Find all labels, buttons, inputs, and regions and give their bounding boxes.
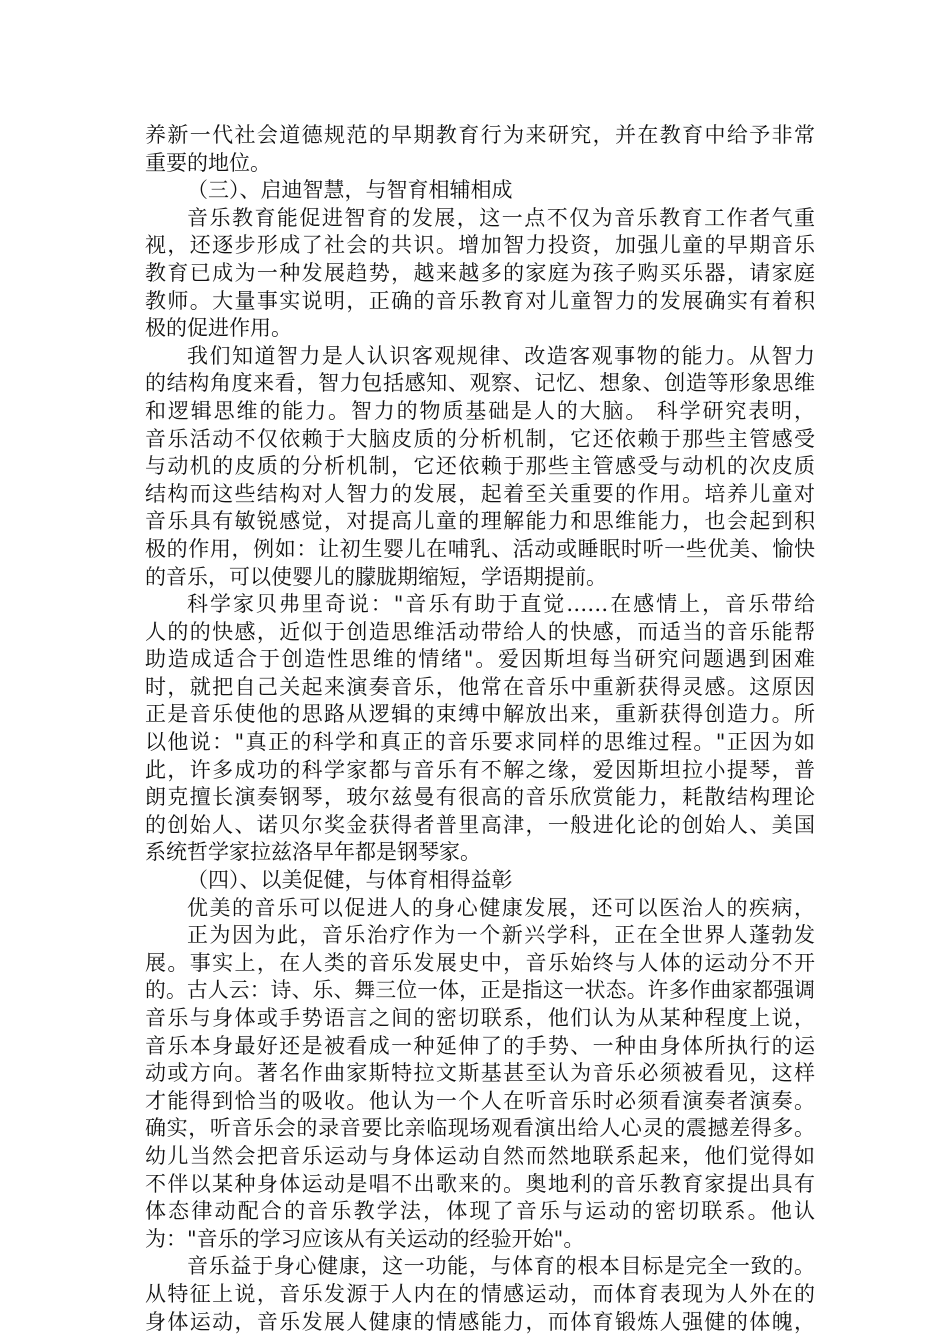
text-line: 此，许多成功的科学家都与音乐有不解之缘，爱因斯坦拉小提琴，普 [145, 757, 815, 782]
text-line: 音乐活动不仅依赖于大脑皮质的分析机制，它还依赖于那些主管感受 [145, 426, 815, 451]
text-line: 展。事实上，在人类的音乐发展史中，音乐始终与人体的运动分不开 [145, 950, 815, 975]
text-line: 正为因为此，音乐治疗作为一个新兴学科，正在全世界人蓬勃发 [187, 923, 815, 948]
text-line: 时，就把自己关起来演奏音乐，他常在音乐中重新获得灵感。这原因 [145, 674, 815, 699]
text-line: 确实，听音乐会的录音要比亲临现场观看演出给人心灵的震撼差得多。 [145, 1116, 815, 1141]
text-line: 朗克擅长演奏钢琴，玻尔兹曼有很高的音乐欣赏能力，耗散结构理论 [145, 785, 815, 810]
text-line: 极的促进作用。 [145, 316, 292, 341]
text-line: 养新一代社会道德规范的早期教育行为来研究，并在教育中给予非常 [145, 123, 815, 147]
text-line: 身体运动，音乐发展人健康的情感能力，而体育锻炼人强健的体魄， [145, 1309, 815, 1334]
text-line: 极的作用，例如：让初生婴儿在哺乳、活动或睡眠时听一些优美、愉快 [145, 536, 815, 561]
text-line: 体态律动配合的音乐教学法，体现了音乐与运动的密切联系。他认 [145, 1199, 815, 1224]
text-line: 正是音乐使他的思路从逻辑的束缚中解放出来，重新获得创造力。所 [145, 702, 815, 727]
text-line: 音乐教育能促进智育的发展，这一点不仅为音乐教育工作者气重 [187, 205, 815, 230]
document-body [145, 122, 815, 1336]
text-line: 的创始人、诺贝尔奖金获得者普里高津，一般进化论的创始人、美国 [145, 812, 815, 837]
text-line: 系统哲学家拉兹洛早年都是钢琴家。 [145, 840, 481, 865]
text-line: 以他说："真正的科学和真正的音乐要求同样的思维过程。"正因为如 [145, 730, 815, 755]
text-line: 教育已成为一种发展趋势，越来越多的家庭为孩子购买乐器，请家庭 [145, 260, 815, 285]
text-line: 教师。大量事实说明，正确的音乐教育对儿童智力的发展确实有着积 [145, 288, 815, 313]
text-line: 结构而这些结构对人智力的发展，起着至关重要的作用。培养儿童对 [145, 481, 815, 506]
text-line: 重要的地位。 [145, 150, 271, 175]
text-line: 和逻辑思维的能力。智力的物质基础是人的大脑。 科学研究表明， [145, 398, 815, 423]
section-heading: （三）、启迪智慧，与智育相辅相成 [187, 178, 513, 203]
section-heading: （四）、以美促健，与体育相得益彰 [187, 868, 513, 893]
text-line: 的音乐，可以使婴儿的朦胧期缩短，学语期提前。 [145, 564, 607, 589]
text-line: 的结构角度来看，智力包括感知、观察、记忆、想象、创造等形象思维 [145, 371, 815, 396]
text-line: 科学家贝弗里奇说："音乐有助于直觉……在感情上，音乐带给 [187, 592, 815, 617]
text-line: 音乐具有敏锐感觉，对提高儿童的理解能力和思维能力，也会起到积 [145, 509, 815, 534]
text-line: 音乐与身体或手势语言之间的密切联系，他们认为从某种程度上说， [145, 1006, 815, 1030]
text-line: 音乐本身最好还是被看成一种延伸了的手势、一种由身体所执行的运 [145, 1033, 815, 1058]
text-line: 视，还逐步形成了社会的共识。增加智力投资，加强儿童的早期音乐 [145, 233, 815, 258]
text-line: 为："音乐的学习应该从有关运动的经验开始"。 [145, 1226, 585, 1251]
text-line: 从特征上说，音乐发源于人内在的情感运动，而体育表现为人外在的 [145, 1281, 815, 1306]
text-line: 动或方向。著名作曲家斯特拉文斯基甚至认为音乐必须被看见，这样 [145, 1061, 815, 1086]
text-line: 的。古人云：诗、乐、舞三位一体，正是指这一状态。许多作曲家都强调 [145, 978, 815, 1003]
text-line: 助造成适合于创造性思维的情绪"。爱因斯坦每当研究问题遇到困难 [145, 647, 815, 672]
text-line: 音乐益于身心健康，这一功能，与体育的根本目标是完全一致的。 [187, 1254, 815, 1279]
text-line: 与动机的皮质的分析机制，它还依赖于那些主管感受与动机的次皮质 [145, 454, 815, 479]
text-line: 人的的快感，近似于创造思维活动带给人的快感，而适当的音乐能帮 [145, 619, 815, 644]
text-line: 幼儿当然会把音乐运动与身体运动自然而然地联系起来，他们觉得如 [145, 1143, 815, 1168]
text-line: 才能得到恰当的吸收。他认为一个人在听音乐时必须看演奏者演奏。 [145, 1088, 815, 1113]
text-line: 不伴以某种身体运动是唱不出歌来的。奥地利的音乐教育家提出具有 [145, 1171, 815, 1196]
text-line: 我们知道智力是人认识客观规律、改造客观事物的能力。从智力 [187, 343, 815, 368]
text-line: 优美的音乐可以促进人的身心健康发展，还可以医治人的疾病， [187, 895, 815, 920]
